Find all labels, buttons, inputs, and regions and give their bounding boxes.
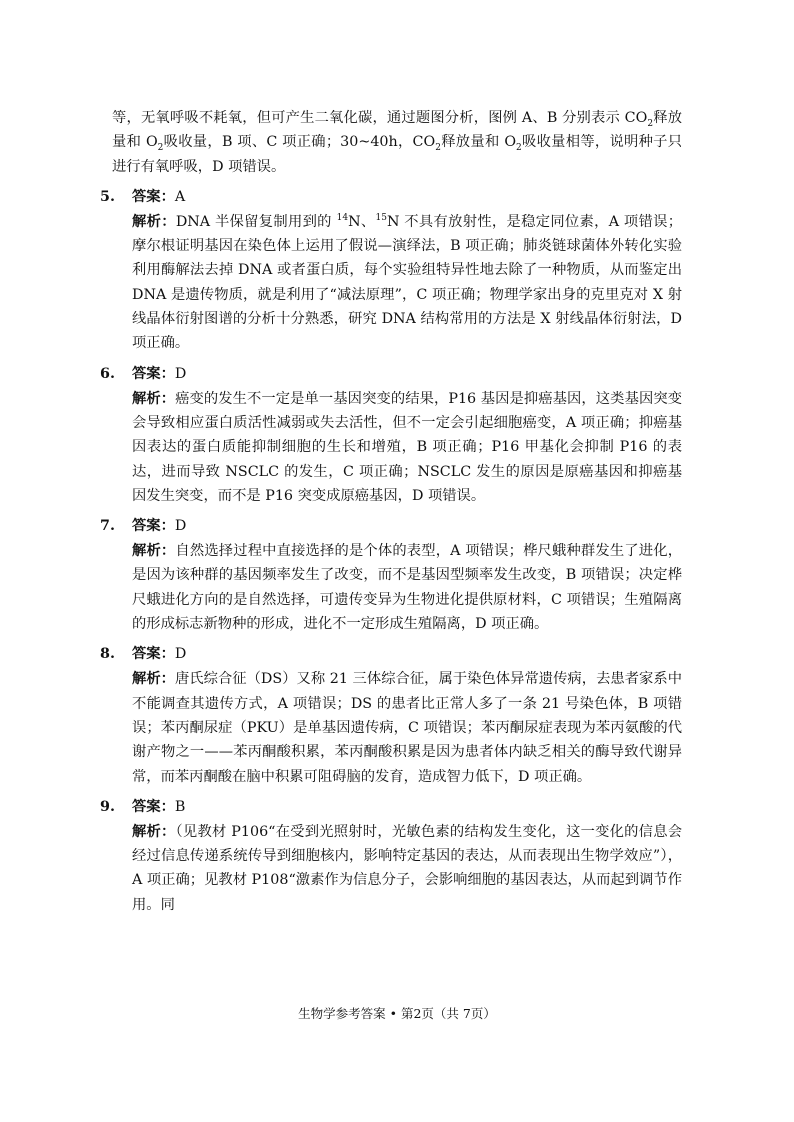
- analysis: [132, 387, 682, 508]
- intro-text-c: 吸收量，B 项、C 项正确；30~40h，CO: [163, 134, 436, 151]
- analysis-text: 唐氏综合征（DS）又称 21 三体综合征，属于染色体异常遗传病，去患者家系中不能调查其遗传方式，A 项错误；DS 的患者比正常人多了一条 21 号染色体，B 项错误；苯丙酮尿症（PKU）是单基因遗传病，C 项错误；苯丙酮尿症表现为苯丙氨酸的代谢产物之一——苯丙酮酸积累，苯丙酮酸积累是因为患者体内缺乏相关的酶导致代谢异常，而苯丙酮酸在脑中积累可阻碍脑的发育，造成智力低下，D 项正确。: [132, 671, 682, 785]
- analysis: [132, 539, 682, 636]
- answer-value: D: [174, 518, 187, 535]
- intro-text-b: 释放量和 O: [112, 110, 683, 151]
- question-number: 7.: [100, 518, 115, 535]
- answer-label: 答案：: [132, 188, 175, 205]
- answer-value: A: [174, 188, 186, 205]
- analysis-label: 解析：: [132, 213, 176, 230]
- answer-row: [100, 185, 682, 210]
- answer-value: D: [174, 365, 187, 382]
- answer-content: [100, 106, 682, 923]
- question-number: 9.: [100, 798, 115, 815]
- co2-subscript: 2: [435, 143, 441, 154]
- answer-row: [100, 514, 682, 539]
- intro-text-e: 吸收量相等，说明种子只进行有氧呼吸，D 项错误。: [112, 134, 683, 175]
- answer-value: B: [174, 798, 186, 815]
- analysis-text: 癌变的发生不一定是单一基因突变的结果，P16 基因是抑癌基因，这类基因突变会导致相应蛋白质活性减弱或失去活性，但不一定会引起细胞癌变，A 项正确；抑癌基因表达的蛋白质能抑制细胞的生长和增殖，B 项正确；P16 甲基化会抑制 P16 的表达，进而导致 NSCLC 的发生，C 项正确；NSCLC 发生的原因是原癌基因和抑癌基因发生突变，而不是 P16 突变成原癌基因，D 项错误。: [132, 390, 682, 504]
- answer-row: [100, 362, 682, 387]
- intro-text-d: 释放量和 O: [440, 134, 517, 151]
- analysis-label: 解析：: [132, 543, 176, 560]
- analysis-text: 自然选择过程中直接选择的是个体的表型，A 项错误；桦尺蛾种群发生了进化，是因为该种群的基因频率发生了改变，而不是基因型频率发生改变，B 项错误；决定桦尺蛾进化方向的是自然选择，可遗传变异为生物进化提供原材料，C 项错误；生殖隔离的形成标志新物种的形成，进化不一定形成生殖隔离，D 项正确。: [132, 543, 682, 633]
- analysis: [132, 210, 682, 356]
- co2-subscript: 2: [647, 118, 654, 129]
- analysis-text-a: DNA 半保留复制用到的: [175, 213, 337, 230]
- question-8: [100, 642, 682, 788]
- isotope-superscript: 15: [375, 213, 387, 224]
- question-5: [100, 185, 682, 356]
- o2-subscript: 2: [516, 143, 522, 154]
- answer-label: 答案：: [132, 646, 175, 663]
- analysis: [132, 667, 682, 788]
- analysis: [132, 820, 682, 917]
- question-number: 6.: [100, 365, 115, 382]
- analysis-label: 解析：: [132, 671, 175, 688]
- intro-text-a: 等，无氧呼吸不耗氧，但可产生二氧化碳，通过题图分析，图例 A、B 分别表示 CO: [112, 110, 648, 126]
- analysis-text: （见教材 P106“在受到光照射时，光敏色素的结构发生变化，这一变化的信息会经过信息传递系统传导到细胞核内，影响特定基因的表达，从而表现出生物学效应”），A 项正确；见教材 P108“激素作为信息分子，会影响细胞的基因表达，从而起到调节作用。同: [132, 823, 683, 913]
- answer-label: 答案：: [132, 518, 175, 535]
- answer-value: D: [174, 646, 187, 663]
- question-number: 8.: [100, 646, 115, 663]
- analysis-text-b: N、: [348, 213, 376, 230]
- previous-question-continuation: [112, 106, 682, 179]
- analysis-label: 解析：: [132, 390, 176, 407]
- answer-label: 答案：: [132, 798, 175, 815]
- analysis-text-c: N 不具有放射性，是稳定同位素，A 项错误；摩尔根证明基因在染色体上运用了假说—演绎法，B 项正确；肺炎链球菌体外转化实验利用酶解法去掉 DNA 或者蛋白质，每个实验组特异性地去除了一种物质，从而鉴定出 DNA 是遗传物质，就是利用了“减法原理”，C 项正确；物理学家出身的克里克对 X 射线晶体衍射图谱的分析十分熟悉，研究 DNA 结构常用的方法是 X 射线晶体衍射法，D 项正确。: [132, 213, 683, 352]
- isotope-superscript: 14: [336, 213, 349, 224]
- page-footer: 生物学参考答案 • 第2页（共 7页）: [298, 1006, 496, 1021]
- question-7: [100, 514, 682, 636]
- answer-row: [100, 795, 682, 820]
- question-6: [100, 362, 682, 508]
- o2-subscript: 2: [157, 143, 164, 154]
- answer-label: 答案：: [132, 365, 175, 382]
- analysis-label: 解析：: [132, 823, 176, 840]
- answer-row: [100, 642, 682, 667]
- question-9: [100, 795, 682, 917]
- question-number: 5.: [100, 188, 115, 205]
